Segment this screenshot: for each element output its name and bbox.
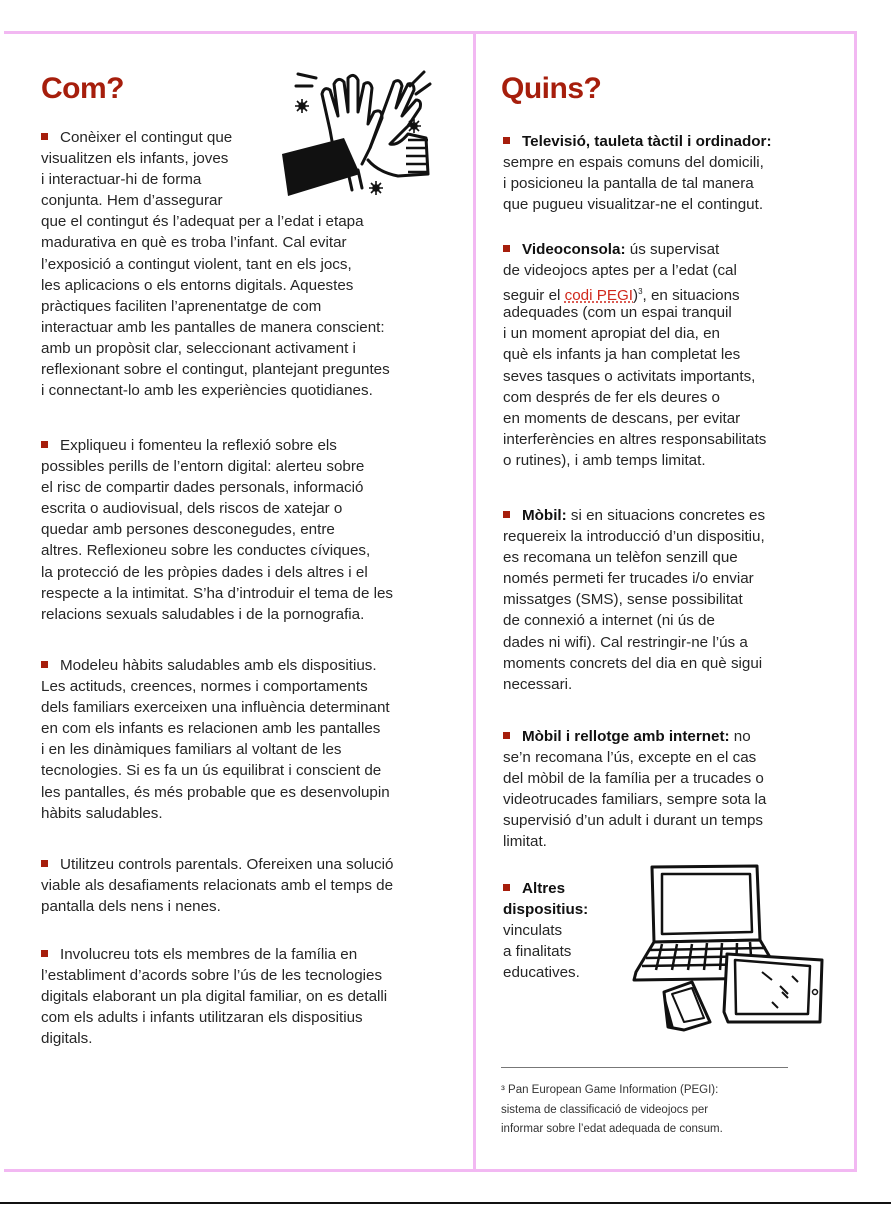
paragraph-line [41,697,390,718]
bullet-paragraph [503,878,588,983]
paragraph-lead: dispositius: [503,901,589,919]
line-text: seves tasques o activitats importants, [503,367,756,385]
paragraph-line [41,275,390,296]
paragraph-line [41,604,393,625]
line-text: què els infants ja han completat les [503,346,741,364]
paragraph-line [503,810,766,831]
line-text: i posicioneu la pantalla de tal manera [503,175,754,193]
line-text: videotrucades familiars, sempre sota la [503,791,767,809]
paragraph-line [503,429,766,450]
paragraph-lead: Altres [522,880,566,897]
paragraph-line [503,878,588,899]
line-text: les pantalles, és més probable que es desenvolupin [41,783,390,801]
paragraph-line [503,941,588,962]
line-text: visualitzen els infants, joves [41,150,229,168]
paragraph-line [41,760,390,781]
line-text: adequades (com un espai tranquil [503,304,732,322]
bullet-marker [41,661,48,668]
line-text: les aplicacions o els entorns digitals. Aquestes [41,276,354,294]
paragraph-line [41,519,393,540]
line-text: de connexió a internet (ni ús de [503,612,715,630]
line-text: limitat. [503,833,547,851]
paragraph-line [503,899,588,920]
line-text: com els adults i infants utilitzaran els dispositius [41,1009,363,1027]
paragraph-lead: Mòbil: [522,507,567,524]
paragraph-line [41,456,393,477]
line-text: tecnologies. Si es fa un ús equilibrat i conscient de [41,762,382,780]
line-text: se’n recomana l’ús, excepte en el cas [503,749,757,767]
line-text: Involucreu tots els membres de la família en [60,946,358,963]
paragraph-line [503,366,766,387]
line-text: pràctiques faciliten l’aprenentatge de com [41,297,322,315]
line-text: amb un propòsit clar, seleccionant activament i [41,339,356,357]
paragraph-line [41,803,390,824]
paragraph-line [41,965,387,986]
line-text: respecte a la intimitat. S’ha d’introduir el tema de les [41,584,394,602]
line-text: i en les dinàmiques familiars al voltant de les [41,741,342,759]
line-text: i connectant-lo amb les experiències quotidianes. [41,382,373,400]
line-text: no [729,728,751,745]
paragraph-lead: Televisió, tauleta tàctil i ordinador: [522,133,772,150]
paragraph-line [503,450,766,471]
paragraph-line [503,526,765,547]
paragraph-line [503,632,765,653]
paragraph-line [503,547,765,568]
line-text: relacions sexuals saludables i de la pornografia. [41,605,365,623]
line-text: ús supervisat [625,241,720,258]
bullet-marker [41,133,48,140]
bullet-marker [41,860,48,867]
paragraph-line [41,317,390,338]
line-text: l’establiment d’acords sobre l’ús de les tecnologies [41,967,383,985]
paragraph-line [41,211,390,232]
paragraph-line [503,323,766,344]
paragraph-line [503,568,765,589]
paragraph-line [41,896,393,917]
line-text: sempre en espais comuns del domicili, [503,154,764,172]
paragraph-line [503,831,766,852]
bullet-marker [503,884,510,891]
footnote [501,1081,723,1140]
paragraph-line [41,655,390,676]
line-text: conjunta. Hem d’assegurar [41,192,223,210]
bullet-paragraph [503,726,766,853]
line-text: en com els infants es relacionen amb les pantalles [41,720,381,738]
bullet-paragraph [503,131,772,215]
bullet-paragraph [41,435,393,625]
line-text: que el contingut és l’adequat per a l’edat i etapa [41,213,364,231]
line-text: necessari. [503,675,573,693]
paragraph-line [503,408,766,429]
paragraph-line [41,296,390,317]
line-text: a finalitats [503,943,572,961]
paragraph-line [503,726,766,747]
paragraph-line [41,232,390,253]
line-text: possibles perills de l’entorn digital: alerteu sobre [41,458,365,476]
line-text: ) [633,287,639,305]
paragraph-line [503,747,766,768]
line-text: requereix la introducció d’un dispositiu, [503,528,765,546]
line-text: i un moment apropiat del dia, en [503,325,720,343]
paragraph-line [41,944,387,965]
paragraph-line [41,875,393,896]
paragraph-line [503,505,765,526]
paragraph-line [41,1007,387,1028]
paragraph-line [41,359,390,380]
line-text: , en situacions [642,287,740,305]
paragraph-line [503,260,766,281]
line-text: de videojocs aptes per a l’edat (cal [503,262,737,280]
paragraph-line [41,782,390,803]
line-text: digitals. [41,1030,93,1048]
paragraph-line [503,920,588,941]
bullet-marker [503,732,510,739]
line-text: pantalla dels nens i nenes. [41,898,221,916]
line-text: només permeti fer trucades i/o enviar [503,570,754,588]
paragraph-lead: Mòbil i rellotge amb internet: [522,728,730,745]
line-text: com després de fer els deures o [503,388,720,406]
paragraph-line [41,254,390,275]
paragraph-line [41,583,393,604]
paragraph-line [503,281,766,305]
line-text: el risc de compartir dades personals, informació [41,479,364,497]
bullet-paragraph [41,944,387,1049]
line-text: madurativa en què es troba l’infant. Cal evitar [41,234,347,252]
column-divider [473,31,476,1169]
paragraph-line [41,739,390,760]
heading-com: Com? [41,72,124,105]
paragraph-line [41,854,393,875]
paragraph-line [41,380,390,401]
paragraph-line [41,676,390,697]
line-text: reflexionant sobre el contingut, plantejant preguntes [41,361,390,379]
paragraph-line [503,674,765,695]
paragraph-line [41,986,387,1007]
line-text: hàbits saludables. [41,804,163,822]
line-text: altres. Reflexioneu sobre les conductes cíviques, [41,542,371,560]
line-text: Les actituds, creences, normes i comportaments [41,678,368,696]
line-text: viable als desafiaments relacionats amb el temps de [41,877,394,895]
heading-quins: Quins? [501,72,602,105]
line-text: dades ni wifi). Cal restringir-ne l’ús a [503,633,748,651]
pegi-code-link[interactable]: codi PEGI [564,287,634,305]
line-text: o rutines), i amb temps limitat. [503,451,706,469]
line-text: dels familiars exerceixen una influència determinant [41,699,390,717]
line-text: interactuar amb les pantalles de manera conscient: [41,318,385,336]
line-text: missatges (SMS), sense possibilitat [503,591,743,609]
line-text: l’exposició a contingut violent, tant en els jocs, [41,255,352,273]
paragraph-line [503,387,766,408]
paragraph-line [41,1028,387,1049]
line-text: educatives. [503,964,580,982]
paragraph-line [41,540,393,561]
bullet-paragraph [503,505,765,695]
line-text: vinculats [503,922,563,940]
line-text: Expliqueu i fomenteu la reflexió sobre els [60,437,337,454]
paragraph-line [503,239,766,260]
paragraph-line [41,718,390,739]
line-text: Utilitzeu controls parentals. Ofereixen una solució [60,856,394,873]
line-text: la protecció de les pròpies dades i dels altres i el [41,563,368,581]
paragraph-line [503,789,766,810]
footnote-divider [501,1067,788,1068]
bottom-rule [0,1202,891,1204]
bullet-paragraph [503,239,766,471]
line-text: Modeleu hàbits saludables amb els dispositius. [60,657,377,674]
paragraph-line [41,498,393,519]
line-text: digitals elaborant un pla digital familiar, on es detalli [41,988,388,1006]
paragraph-line [41,562,393,583]
paragraph-line [503,344,766,365]
devices-laptop-tablet-phone-icon [632,862,827,1032]
bullet-marker [503,245,510,252]
line-text: Conèixer el contingut que [60,129,233,146]
line-text: escrita o audiovisual, dels riscos de xatejar o [41,500,343,518]
high-five-hands-icon [278,64,443,199]
paragraph-line [503,152,772,173]
line-text: es recomana un telèfon senzill que [503,549,738,567]
paragraph-line [503,653,765,674]
line-text: interferències en altres responsabilitats [503,430,767,448]
paragraph-line [503,962,588,983]
paragraph-line [503,610,765,631]
line-text: i interactuar-hi de forma [41,171,202,189]
paragraph-line [503,589,765,610]
footnote-line: ³ Pan European Game Information (PEGI): [501,1084,719,1096]
bullet-marker [41,441,48,448]
bullet-marker [503,511,510,518]
footnote-line: sistema de classificació de videojocs per [501,1103,709,1116]
paragraph-line [503,173,772,194]
bullet-paragraph [41,655,390,824]
paragraph-line [503,768,766,789]
paragraph-line [41,338,390,359]
line-text: supervisió d’un adult i durant un temps [503,812,764,830]
paragraph-line [503,302,766,323]
line-text: en moments de descans, per evitar [503,409,741,427]
footnote-marker: 3 [638,287,643,297]
line-text: quedar amb persones desconegudes, entre [41,521,335,539]
paragraph-line [41,435,393,456]
paragraph-line [41,477,393,498]
bullet-marker [41,950,48,957]
line-text: seguir el [503,287,565,305]
paragraph-lead: Videoconsola: [522,241,626,258]
paragraph-line [503,131,772,152]
line-text: que pugueu visualitzar-ne el contingut. [503,196,764,214]
line-text: del mòbil de la família per a trucades o [503,770,764,788]
line-text: moments concrets del dia en què sigui [503,654,763,672]
bullet-marker [503,137,510,144]
bullet-paragraph [41,854,393,917]
footnote-line: informar sobre l’edat adequada de consum. [501,1123,723,1135]
paragraph-line [503,194,772,215]
line-text: si en situacions concretes es [566,507,766,524]
